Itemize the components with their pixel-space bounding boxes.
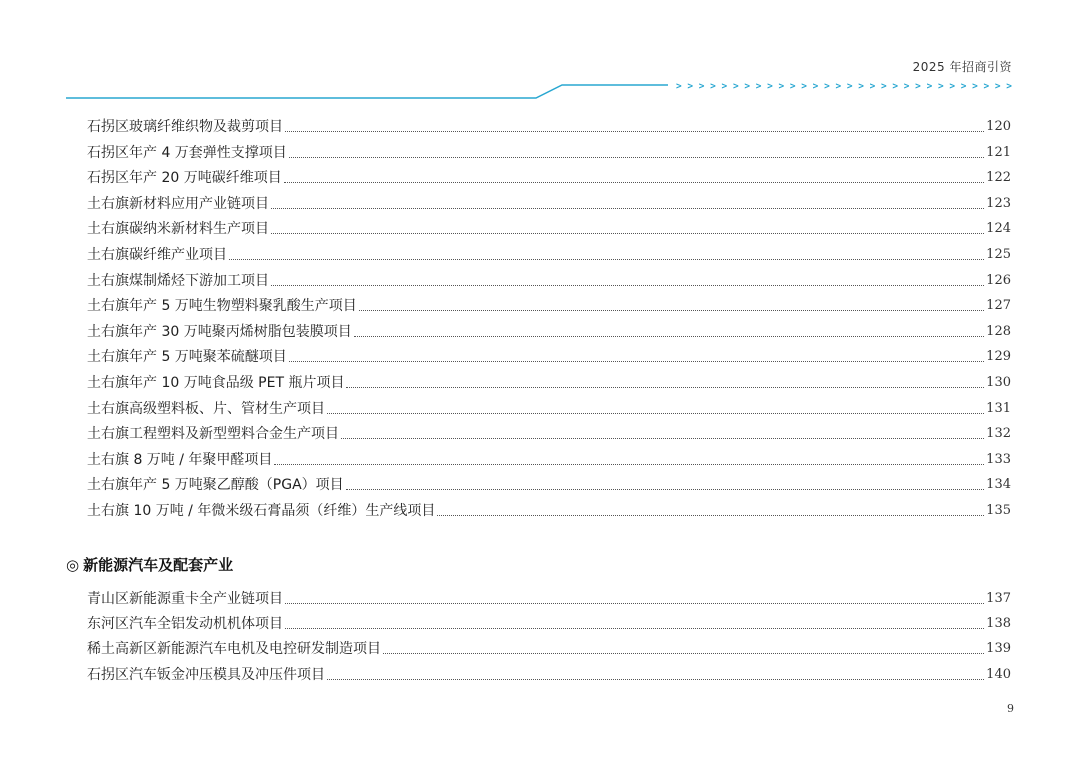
toc-entry-title: 稀土高新区新能源汽车电机及电控研发制造项目: [87, 641, 381, 658]
toc-entry-page: 138: [986, 616, 1011, 632]
toc-entry[interactable]: [87, 140, 1011, 162]
dot-leader: [271, 207, 984, 209]
dot-leader: [346, 386, 984, 388]
toc-entry[interactable]: [87, 319, 1011, 341]
dot-leader: [229, 258, 984, 260]
toc-entry-title: 土右旗 8 万吨 / 年聚甲醛项目: [87, 451, 273, 468]
toc-entry-title: 土右旗年产 5 万吨聚乙醇酸（PGA）项目: [87, 477, 344, 494]
toc-entry-page: 127: [986, 298, 1011, 314]
toc-entry-title: 石拐区玻璃纤维织物及裁剪项目: [87, 119, 283, 135]
toc-entry[interactable]: [87, 421, 1011, 443]
toc-entry[interactable]: [87, 447, 1011, 469]
running-header-title: 2025 年招商引资: [912, 60, 1012, 74]
dot-leader: [359, 309, 984, 311]
toc-entry-title: 石拐区年产 20 万吨碳纤维项目: [87, 170, 282, 187]
header-rule-line: [66, 85, 668, 98]
toc-entry[interactable]: [87, 662, 1011, 684]
toc-entry-title: 土右旗工程塑料及新型塑料合金生产项目: [87, 426, 339, 443]
dot-leader: [274, 463, 984, 465]
toc-entry-page: 126: [986, 272, 1011, 288]
toc-entry-page: 122: [986, 170, 1011, 186]
section-title: 新能源汽车及配套产业: [83, 556, 234, 574]
dot-leader: [284, 181, 984, 183]
toc-entry-page: 135: [986, 503, 1011, 518]
toc-entry-title: 土右旗年产 10 万吨食品级 PET 瓶片项目: [87, 375, 345, 391]
toc-entry-title: 土右旗碳纳米新材料生产项目: [87, 221, 269, 238]
toc-entry[interactable]: [87, 344, 1011, 366]
toc-entry-page: 140: [986, 666, 1011, 682]
dot-leader: [327, 678, 984, 680]
dot-leader: [285, 130, 984, 132]
dot-leader: [285, 602, 984, 604]
toc-entry-page: 139: [986, 641, 1011, 657]
section-circle-icon: ◎: [66, 556, 80, 574]
toc-entry-title: 土右旗年产 30 万吨聚丙烯树脂包装膜项目: [87, 323, 352, 340]
dot-leader: [289, 156, 984, 158]
toc-entry[interactable]: [87, 293, 1011, 315]
toc-entry[interactable]: [87, 472, 1011, 494]
toc-entry-page: 137: [986, 591, 1011, 606]
toc-entry-page: 129: [986, 349, 1011, 365]
toc-entry[interactable]: [87, 216, 1011, 238]
toc-entry[interactable]: [87, 636, 1011, 658]
toc-entry-page: 128: [986, 323, 1011, 339]
header-rule: [0, 76, 1080, 106]
dot-leader: [341, 437, 984, 439]
toc-entry-title: 土右旗 10 万吨 / 年微米级石膏晶须（纤维）生产线项目: [87, 503, 436, 519]
toc-entry-page: 134: [986, 477, 1011, 493]
toc-entry-page: 123: [986, 195, 1011, 211]
dot-leader: [346, 488, 984, 490]
toc-entry-title: 土右旗高级塑料板、片、管材生产项目: [87, 400, 325, 417]
toc-entry-page: 132: [986, 426, 1011, 442]
dot-leader: [271, 284, 984, 286]
toc-entry-title: 土右旗碳纤维产业项目: [87, 247, 227, 263]
dot-leader: [383, 652, 984, 654]
toc-entry[interactable]: [87, 370, 1011, 392]
toc-entry-title: 土右旗煤制烯烃下游加工项目: [87, 272, 269, 289]
toc-entry-title: 石拐区汽车钣金冲压模具及冲压件项目: [87, 666, 325, 683]
toc-entry-page: 125: [986, 247, 1011, 262]
section-heading: [66, 554, 233, 575]
dot-leader: [285, 627, 984, 629]
header-arrows: > > > > > > > > > > > > > > > > > > > > > > > > > > > > > >: [676, 81, 1012, 92]
toc-entry-title: 石拐区年产 4 万套弹性支撑项目: [87, 144, 287, 161]
toc-entry[interactable]: [87, 114, 1011, 136]
toc-entry[interactable]: [87, 611, 1011, 633]
page-number: 9: [1007, 702, 1014, 715]
toc-entry-page: 121: [986, 144, 1011, 160]
toc-entry-page: 124: [986, 221, 1011, 237]
toc-entry[interactable]: [87, 396, 1011, 418]
dot-leader: [289, 360, 984, 362]
toc-entry-title: 东河区汽车全铝发动机机体项目: [87, 616, 283, 633]
toc-entry[interactable]: [87, 191, 1011, 213]
toc-entry-page: 130: [986, 375, 1011, 390]
toc-entry-title: 青山区新能源重卡全产业链项目: [87, 591, 283, 607]
toc-entry-title: 土右旗新材料应用产业链项目: [87, 195, 269, 212]
toc-entry-page: 133: [986, 451, 1011, 467]
toc-entry[interactable]: [87, 165, 1011, 187]
toc-entry-title: 土右旗年产 5 万吨生物塑料聚乳酸生产项目: [87, 298, 357, 315]
toc-entry-title: 土右旗年产 5 万吨聚苯硫醚项目: [87, 349, 287, 366]
toc-entry-page: 120: [986, 119, 1011, 134]
dot-leader: [354, 335, 984, 337]
dot-leader: [437, 514, 984, 516]
toc-entry[interactable]: [87, 498, 1011, 520]
toc-entry[interactable]: [87, 586, 1011, 608]
dot-leader: [327, 412, 984, 414]
toc-entry[interactable]: [87, 242, 1011, 264]
toc-entry-page: 131: [986, 400, 1011, 416]
toc-entry[interactable]: [87, 268, 1011, 290]
dot-leader: [271, 232, 984, 234]
